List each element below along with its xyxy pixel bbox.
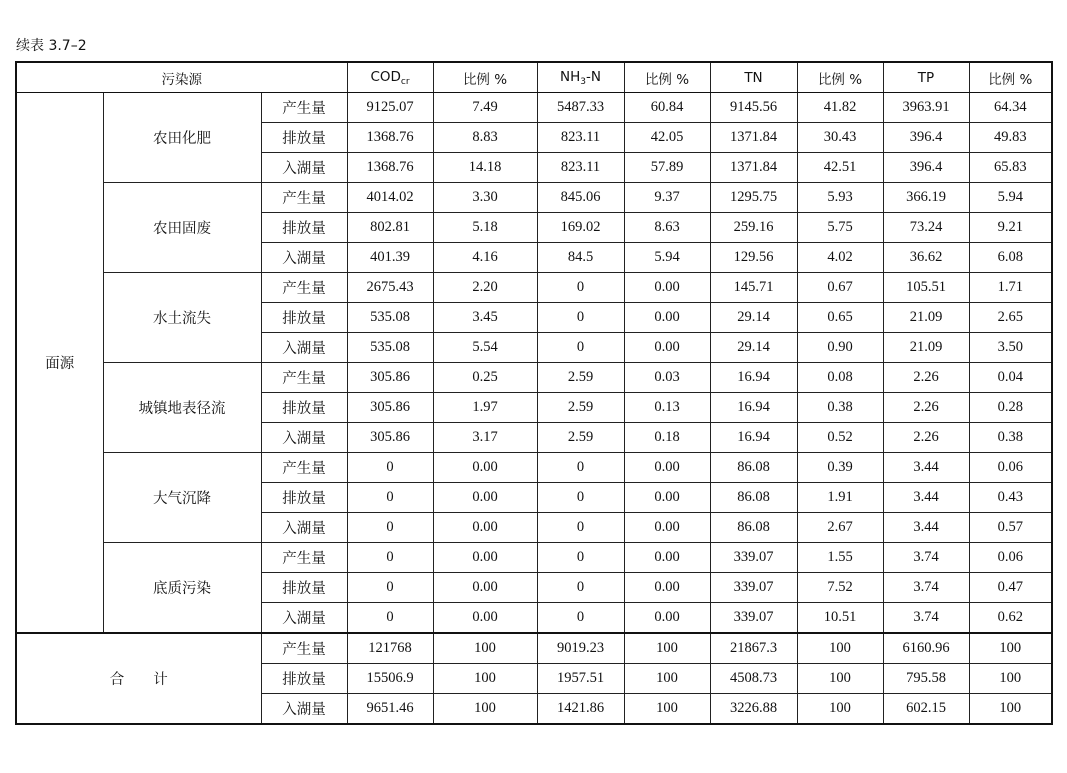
phase-cell: 排放量 <box>261 213 347 243</box>
value-cell: 5487.33 <box>537 93 624 123</box>
value-cell: 0 <box>537 603 624 634</box>
value-cell: 16.94 <box>710 423 797 453</box>
value-cell: 100 <box>433 694 537 725</box>
value-cell: 57.89 <box>624 153 710 183</box>
value-cell: 4014.02 <box>347 183 433 213</box>
phase-cell: 产生量 <box>261 93 347 123</box>
value-cell: 2.26 <box>883 363 969 393</box>
value-cell: 0 <box>537 573 624 603</box>
value-cell: 0.00 <box>433 513 537 543</box>
value-cell: 0.00 <box>433 483 537 513</box>
value-cell: 0.06 <box>969 543 1052 573</box>
value-cell: 16.94 <box>710 393 797 423</box>
value-cell: 49.83 <box>969 123 1052 153</box>
value-cell: 29.14 <box>710 333 797 363</box>
value-cell: 169.02 <box>537 213 624 243</box>
value-cell: 0.28 <box>969 393 1052 423</box>
value-cell: 1.97 <box>433 393 537 423</box>
phase-cell: 排放量 <box>261 123 347 153</box>
total-row <box>16 633 1052 664</box>
value-cell: 305.86 <box>347 423 433 453</box>
value-cell: 0 <box>347 543 433 573</box>
value-cell: 535.08 <box>347 333 433 363</box>
value-cell: 823.11 <box>537 123 624 153</box>
value-cell: 3.74 <box>883 603 969 634</box>
value-cell: 100 <box>969 633 1052 664</box>
source-name-cell: 水土流失 <box>103 273 261 363</box>
value-cell: 100 <box>433 664 537 694</box>
phase-cell: 产生量 <box>261 453 347 483</box>
value-cell: 0.00 <box>624 303 710 333</box>
value-cell: 845.06 <box>537 183 624 213</box>
value-cell: 1368.76 <box>347 153 433 183</box>
value-cell: 339.07 <box>710 573 797 603</box>
value-cell: 9651.46 <box>347 694 433 725</box>
value-cell: 305.86 <box>347 363 433 393</box>
value-cell: 0.38 <box>969 423 1052 453</box>
value-cell: 5.94 <box>969 183 1052 213</box>
value-cell: 396.4 <box>883 123 969 153</box>
value-cell: 0.03 <box>624 363 710 393</box>
value-cell: 0.00 <box>624 273 710 303</box>
value-cell: 3.45 <box>433 303 537 333</box>
value-cell: 3.50 <box>969 333 1052 363</box>
value-cell: 802.81 <box>347 213 433 243</box>
value-cell: 64.34 <box>969 93 1052 123</box>
table-caption: 续表 3.7–2 <box>16 38 87 54</box>
value-cell: 1421.86 <box>537 694 624 725</box>
value-cell: 0.00 <box>433 543 537 573</box>
phase-cell: 产生量 <box>261 363 347 393</box>
value-cell: 73.24 <box>883 213 969 243</box>
value-cell: 1957.51 <box>537 664 624 694</box>
value-cell: 0 <box>537 543 624 573</box>
header-ratio-tp: 比例 % <box>969 62 1052 93</box>
value-cell: 2.59 <box>537 423 624 453</box>
source-name-cell: 农田化肥 <box>103 93 261 183</box>
header-ratio-tn: 比例 % <box>797 62 883 93</box>
value-cell: 100 <box>797 694 883 725</box>
value-cell: 5.75 <box>797 213 883 243</box>
value-cell: 0 <box>537 273 624 303</box>
value-cell: 60.84 <box>624 93 710 123</box>
value-cell: 0.90 <box>797 333 883 363</box>
value-cell: 535.08 <box>347 303 433 333</box>
value-cell: 129.56 <box>710 243 797 273</box>
source-name-cell: 农田固废 <box>103 183 261 273</box>
phase-cell: 产生量 <box>261 633 347 664</box>
value-cell: 259.16 <box>710 213 797 243</box>
value-cell: 2675.43 <box>347 273 433 303</box>
value-cell: 5.94 <box>624 243 710 273</box>
value-cell: 0.25 <box>433 363 537 393</box>
value-cell: 0.00 <box>624 483 710 513</box>
value-cell: 3.30 <box>433 183 537 213</box>
value-cell: 86.08 <box>710 513 797 543</box>
source-name-cell: 城镇地表径流 <box>103 363 261 453</box>
value-cell: 0.00 <box>433 453 537 483</box>
value-cell: 2.59 <box>537 393 624 423</box>
value-cell: 1371.84 <box>710 123 797 153</box>
value-cell: 14.18 <box>433 153 537 183</box>
value-cell: 6160.96 <box>883 633 969 664</box>
value-cell: 0 <box>537 303 624 333</box>
value-cell: 0 <box>537 483 624 513</box>
value-cell: 4508.73 <box>710 664 797 694</box>
value-cell: 4.02 <box>797 243 883 273</box>
value-cell: 9.21 <box>969 213 1052 243</box>
value-cell: 100 <box>624 664 710 694</box>
value-cell: 0 <box>347 483 433 513</box>
value-cell: 100 <box>624 694 710 725</box>
table-row <box>16 543 1052 573</box>
value-cell: 0.62 <box>969 603 1052 634</box>
value-cell: 121768 <box>347 633 433 664</box>
value-cell: 339.07 <box>710 543 797 573</box>
value-cell: 100 <box>969 664 1052 694</box>
value-cell: 100 <box>624 633 710 664</box>
value-cell: 42.05 <box>624 123 710 153</box>
value-cell: 9019.23 <box>537 633 624 664</box>
value-cell: 0.43 <box>969 483 1052 513</box>
value-cell: 0.04 <box>969 363 1052 393</box>
value-cell: 5.54 <box>433 333 537 363</box>
value-cell: 0.00 <box>624 543 710 573</box>
value-cell: 5.18 <box>433 213 537 243</box>
header-cod-main: COD <box>370 68 401 85</box>
value-cell: 2.65 <box>969 303 1052 333</box>
value-cell: 2.67 <box>797 513 883 543</box>
header-cod-sub: cr <box>400 76 410 87</box>
header-ratio-cod: 比例 % <box>433 62 537 93</box>
value-cell: 0.65 <box>797 303 883 333</box>
phase-cell: 入湖量 <box>261 333 347 363</box>
value-cell: 0.67 <box>797 273 883 303</box>
value-cell: 0.00 <box>624 603 710 634</box>
value-cell: 0 <box>537 333 624 363</box>
value-cell: 2.20 <box>433 273 537 303</box>
value-cell: 1368.76 <box>347 123 433 153</box>
value-cell: 396.4 <box>883 153 969 183</box>
value-cell: 9125.07 <box>347 93 433 123</box>
value-cell: 8.63 <box>624 213 710 243</box>
phase-cell: 入湖量 <box>261 603 347 634</box>
header-cod <box>347 62 433 93</box>
value-cell: 42.51 <box>797 153 883 183</box>
value-cell: 1.55 <box>797 543 883 573</box>
value-cell: 2.26 <box>883 393 969 423</box>
value-cell: 16.94 <box>710 363 797 393</box>
phase-cell: 排放量 <box>261 573 347 603</box>
table-row <box>16 453 1052 483</box>
source-name-cell: 底质污染 <box>103 543 261 634</box>
value-cell: 5.93 <box>797 183 883 213</box>
value-cell: 6.08 <box>969 243 1052 273</box>
value-cell: 21.09 <box>883 333 969 363</box>
value-cell: 0.38 <box>797 393 883 423</box>
value-cell: 100 <box>797 633 883 664</box>
value-cell: 3.74 <box>883 573 969 603</box>
value-cell: 0.47 <box>969 573 1052 603</box>
table-row <box>16 363 1052 393</box>
value-cell: 100 <box>969 694 1052 725</box>
value-cell: 10.51 <box>797 603 883 634</box>
value-cell: 9.37 <box>624 183 710 213</box>
value-cell: 145.71 <box>710 273 797 303</box>
category-cell: 面源 <box>16 93 103 634</box>
phase-cell: 排放量 <box>261 303 347 333</box>
value-cell: 3963.91 <box>883 93 969 123</box>
value-cell: 86.08 <box>710 483 797 513</box>
value-cell: 795.58 <box>883 664 969 694</box>
phase-cell: 产生量 <box>261 543 347 573</box>
value-cell: 3.44 <box>883 513 969 543</box>
value-cell: 0.39 <box>797 453 883 483</box>
value-cell: 41.82 <box>797 93 883 123</box>
phase-cell: 入湖量 <box>261 423 347 453</box>
value-cell: 0.13 <box>624 393 710 423</box>
header-nh3-pre: NH <box>560 68 581 85</box>
value-cell: 0.00 <box>433 573 537 603</box>
value-cell: 0 <box>537 513 624 543</box>
header-nh3 <box>537 62 624 93</box>
value-cell: 0.00 <box>624 333 710 363</box>
value-cell: 305.86 <box>347 393 433 423</box>
header-source: 污染源 <box>16 62 347 93</box>
header-row <box>16 62 1052 93</box>
value-cell: 3.74 <box>883 543 969 573</box>
value-cell: 0.00 <box>433 603 537 634</box>
value-cell: 0.00 <box>624 513 710 543</box>
phase-cell: 入湖量 <box>261 694 347 725</box>
total-label-cell: 合 计 <box>16 633 261 724</box>
value-cell: 602.15 <box>883 694 969 725</box>
table-row <box>16 273 1052 303</box>
value-cell: 29.14 <box>710 303 797 333</box>
value-cell: 823.11 <box>537 153 624 183</box>
table-row <box>16 183 1052 213</box>
header-nh3-post: -N <box>586 68 601 85</box>
value-cell: 339.07 <box>710 603 797 634</box>
phase-cell: 排放量 <box>261 393 347 423</box>
value-cell: 0.57 <box>969 513 1052 543</box>
value-cell: 105.51 <box>883 273 969 303</box>
phase-cell: 排放量 <box>261 664 347 694</box>
value-cell: 21.09 <box>883 303 969 333</box>
value-cell: 9145.56 <box>710 93 797 123</box>
value-cell: 1.91 <box>797 483 883 513</box>
header-ratio-nh3: 比例 % <box>624 62 710 93</box>
value-cell: 0.18 <box>624 423 710 453</box>
value-cell: 8.83 <box>433 123 537 153</box>
phase-cell: 入湖量 <box>261 243 347 273</box>
phase-cell: 排放量 <box>261 483 347 513</box>
value-cell: 0 <box>347 453 433 483</box>
value-cell: 2.59 <box>537 363 624 393</box>
value-cell: 0.06 <box>969 453 1052 483</box>
header-nh3-sub: 3 <box>580 76 586 87</box>
value-cell: 21867.3 <box>710 633 797 664</box>
value-cell: 0.00 <box>624 573 710 603</box>
value-cell: 1371.84 <box>710 153 797 183</box>
phase-cell: 入湖量 <box>261 513 347 543</box>
value-cell: 84.5 <box>537 243 624 273</box>
value-cell: 0 <box>347 573 433 603</box>
value-cell: 2.26 <box>883 423 969 453</box>
phase-cell: 入湖量 <box>261 153 347 183</box>
phase-cell: 产生量 <box>261 273 347 303</box>
value-cell: 0 <box>347 513 433 543</box>
value-cell: 3226.88 <box>710 694 797 725</box>
value-cell: 401.39 <box>347 243 433 273</box>
value-cell: 3.44 <box>883 483 969 513</box>
table-row <box>16 93 1052 123</box>
value-cell: 366.19 <box>883 183 969 213</box>
value-cell: 0 <box>347 603 433 634</box>
table-body <box>16 93 1052 725</box>
pollution-source-table <box>15 61 1053 725</box>
value-cell: 4.16 <box>433 243 537 273</box>
value-cell: 7.49 <box>433 93 537 123</box>
value-cell: 30.43 <box>797 123 883 153</box>
value-cell: 36.62 <box>883 243 969 273</box>
value-cell: 15506.9 <box>347 664 433 694</box>
value-cell: 65.83 <box>969 153 1052 183</box>
header-tn: TN <box>710 62 797 93</box>
value-cell: 0.08 <box>797 363 883 393</box>
value-cell: 86.08 <box>710 453 797 483</box>
value-cell: 0.00 <box>624 453 710 483</box>
phase-cell: 产生量 <box>261 183 347 213</box>
value-cell: 1295.75 <box>710 183 797 213</box>
value-cell: 100 <box>433 633 537 664</box>
value-cell: 0 <box>537 453 624 483</box>
value-cell: 100 <box>797 664 883 694</box>
value-cell: 1.71 <box>969 273 1052 303</box>
value-cell: 0.52 <box>797 423 883 453</box>
header-tp: TP <box>883 62 969 93</box>
source-name-cell: 大气沉降 <box>103 453 261 543</box>
value-cell: 3.44 <box>883 453 969 483</box>
value-cell: 7.52 <box>797 573 883 603</box>
value-cell: 3.17 <box>433 423 537 453</box>
